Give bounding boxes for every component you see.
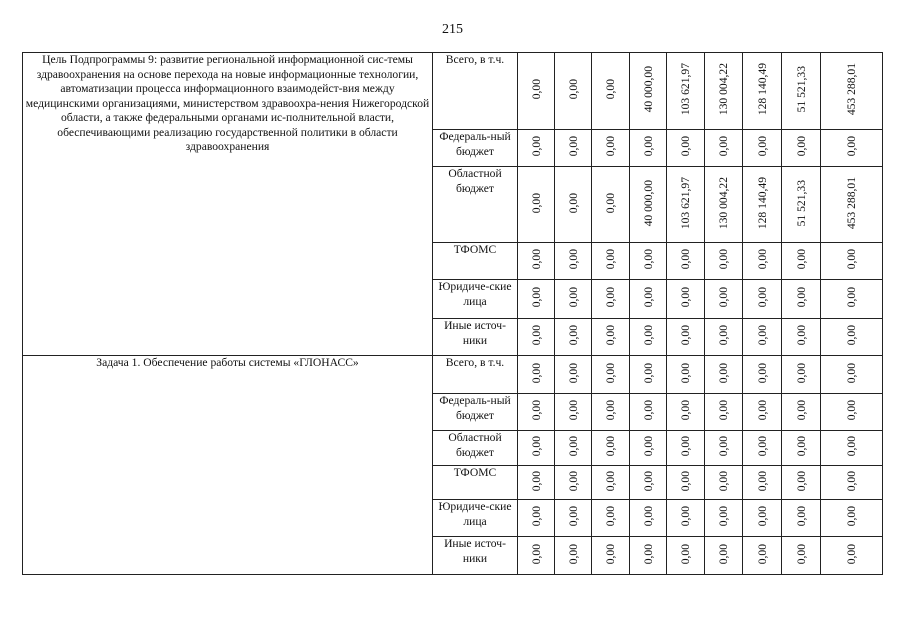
value-text: 0,00 bbox=[529, 192, 543, 214]
value-cell bbox=[555, 537, 592, 575]
value-cell bbox=[743, 394, 782, 431]
value-cell bbox=[821, 243, 883, 280]
value-cell bbox=[518, 243, 555, 280]
table-body bbox=[23, 53, 883, 575]
value-cell bbox=[743, 356, 782, 394]
value-cell bbox=[555, 130, 592, 167]
value-text: 0,00 bbox=[679, 325, 692, 346]
value-cell bbox=[782, 243, 821, 280]
value-text: 130 004,22 bbox=[717, 63, 730, 116]
value-text: 0,00 bbox=[604, 136, 617, 157]
value-text: 0,00 bbox=[604, 436, 617, 457]
value-text: 0,00 bbox=[641, 287, 655, 308]
value-text: 0,00 bbox=[604, 506, 617, 527]
value-text: 0,00 bbox=[529, 79, 543, 100]
value-text: 0,00 bbox=[755, 249, 769, 270]
value-text: 0,00 bbox=[845, 325, 858, 346]
value-cell bbox=[705, 356, 743, 394]
value-text: 0,00 bbox=[717, 136, 730, 157]
page-number: 215 bbox=[442, 22, 463, 37]
funding-source-cell: Всего, в т.ч. bbox=[433, 356, 518, 394]
value-cell bbox=[630, 53, 667, 130]
value-text: 0,00 bbox=[529, 470, 543, 492]
value-cell bbox=[743, 280, 782, 319]
value-text: 0,00 bbox=[794, 400, 808, 421]
value-text: 0,00 bbox=[641, 249, 655, 270]
value-cell bbox=[630, 537, 667, 575]
value-cell bbox=[782, 167, 821, 243]
value-cell bbox=[667, 394, 705, 431]
value-text: 0,00 bbox=[604, 362, 617, 384]
value-text: 0,00 bbox=[566, 470, 580, 492]
value-cell bbox=[782, 466, 821, 500]
value-text: 0,00 bbox=[566, 506, 580, 527]
subprogram-goal-cell: Цель Подпрограммы 9: развитие региональной информационной сис-темы здравоохранения на основе перехода на новые информационные технологии, автоматизации процесса информационного взаимодейст-вия между медицинскими организациями, министерством здравоохра-нения Нижегородской области, а также федеральными органами ис-полнительной власти, обеспечивающими реализацию государственной политики в области здравоохранения bbox=[23, 53, 433, 356]
value-text: 0,00 bbox=[845, 362, 858, 384]
value-cell bbox=[743, 243, 782, 280]
value-cell bbox=[592, 319, 630, 356]
value-text: 0,00 bbox=[794, 325, 808, 346]
value-cell bbox=[782, 500, 821, 537]
value-cell bbox=[782, 280, 821, 319]
value-cell bbox=[518, 53, 555, 130]
value-text: 51 521,33 bbox=[794, 66, 808, 113]
funding-source-cell: Федераль-ный бюджет bbox=[433, 130, 518, 167]
value-text: 0,00 bbox=[566, 400, 580, 421]
value-cell bbox=[592, 130, 630, 167]
value-cell bbox=[667, 500, 705, 537]
value-text: 0,00 bbox=[845, 400, 858, 421]
value-text: 130 004,22 bbox=[717, 176, 730, 230]
value-cell bbox=[518, 500, 555, 537]
value-cell bbox=[518, 130, 555, 167]
value-cell bbox=[555, 500, 592, 537]
value-cell bbox=[518, 394, 555, 431]
value-cell bbox=[518, 537, 555, 575]
value-text: 453 288,01 bbox=[845, 63, 858, 116]
value-cell bbox=[555, 431, 592, 466]
value-text: 0,00 bbox=[717, 470, 730, 492]
value-text: 103 621,97 bbox=[679, 176, 692, 230]
funding-source-cell: ТФОМС bbox=[433, 243, 518, 280]
value-text: 0,00 bbox=[641, 362, 655, 384]
value-cell bbox=[667, 356, 705, 394]
value-text: 0,00 bbox=[755, 470, 769, 492]
value-text: 0,00 bbox=[604, 543, 617, 565]
value-cell bbox=[705, 466, 743, 500]
value-cell bbox=[821, 53, 883, 130]
value-cell bbox=[667, 130, 705, 167]
value-text: 453 288,01 bbox=[845, 176, 858, 230]
value-text: 0,00 bbox=[755, 287, 769, 308]
value-cell bbox=[630, 466, 667, 500]
value-text: 0,00 bbox=[794, 249, 808, 270]
value-text: 0,00 bbox=[755, 325, 769, 346]
value-text: 0,00 bbox=[641, 543, 655, 565]
value-cell bbox=[555, 167, 592, 243]
value-text: 0,00 bbox=[566, 362, 580, 384]
task-description-cell: Задача 1. Обеспечение работы системы «ГЛОНАСС» bbox=[23, 356, 433, 575]
value-text: 0,00 bbox=[755, 362, 769, 384]
value-cell bbox=[592, 500, 630, 537]
value-cell bbox=[667, 319, 705, 356]
value-text: 0,00 bbox=[717, 400, 730, 421]
value-text: 0,00 bbox=[604, 325, 617, 346]
value-text: 0,00 bbox=[845, 436, 858, 457]
value-cell bbox=[821, 537, 883, 575]
value-text: 0,00 bbox=[679, 506, 692, 527]
value-text: 0,00 bbox=[604, 470, 617, 492]
value-text: 0,00 bbox=[717, 325, 730, 346]
value-text: 0,00 bbox=[604, 287, 617, 308]
value-cell bbox=[592, 431, 630, 466]
value-text: 0,00 bbox=[845, 506, 858, 527]
funding-source-cell: Юридиче-ские лица bbox=[433, 280, 518, 319]
value-text: 0,00 bbox=[604, 249, 617, 270]
value-text: 0,00 bbox=[529, 136, 543, 157]
value-text: 0,00 bbox=[717, 436, 730, 457]
funding-source-cell: ТФОМС bbox=[433, 466, 518, 500]
value-cell bbox=[592, 394, 630, 431]
value-text: 0,00 bbox=[604, 79, 617, 100]
value-cell bbox=[592, 466, 630, 500]
value-text: 0,00 bbox=[679, 362, 692, 384]
value-cell bbox=[705, 53, 743, 130]
value-cell bbox=[782, 53, 821, 130]
value-cell bbox=[782, 537, 821, 575]
value-cell bbox=[592, 280, 630, 319]
value-cell bbox=[821, 356, 883, 394]
value-text: 0,00 bbox=[794, 470, 808, 492]
value-text: 0,00 bbox=[566, 136, 580, 157]
value-text: 0,00 bbox=[679, 400, 692, 421]
funding-source-cell: Всего, в т.ч. bbox=[433, 53, 518, 130]
value-cell bbox=[518, 319, 555, 356]
value-text: 0,00 bbox=[794, 136, 808, 157]
value-cell bbox=[705, 319, 743, 356]
value-cell bbox=[630, 394, 667, 431]
value-cell bbox=[743, 537, 782, 575]
value-cell bbox=[705, 167, 743, 243]
value-cell bbox=[555, 243, 592, 280]
value-text: 0,00 bbox=[566, 287, 580, 308]
value-text: 0,00 bbox=[845, 136, 858, 157]
value-cell bbox=[821, 130, 883, 167]
value-cell bbox=[667, 243, 705, 280]
value-text: 128 140,49 bbox=[755, 176, 769, 230]
value-cell bbox=[705, 243, 743, 280]
value-text: 0,00 bbox=[755, 543, 769, 565]
value-cell bbox=[667, 466, 705, 500]
value-text: 0,00 bbox=[566, 325, 580, 346]
value-cell bbox=[782, 356, 821, 394]
value-cell bbox=[630, 356, 667, 394]
funding-source-cell: Иные источ-ники bbox=[433, 319, 518, 356]
value-text: 0,00 bbox=[566, 249, 580, 270]
value-cell bbox=[743, 466, 782, 500]
value-text: 0,00 bbox=[529, 506, 543, 527]
value-cell bbox=[592, 167, 630, 243]
value-cell bbox=[630, 319, 667, 356]
value-cell bbox=[592, 53, 630, 130]
value-text: 0,00 bbox=[604, 192, 617, 214]
value-text: 0,00 bbox=[641, 506, 655, 527]
value-cell bbox=[667, 431, 705, 466]
value-text: 0,00 bbox=[794, 287, 808, 308]
value-text: 0,00 bbox=[529, 543, 543, 565]
value-text: 0,00 bbox=[641, 436, 655, 457]
value-text: 0,00 bbox=[717, 543, 730, 565]
value-cell bbox=[743, 500, 782, 537]
value-cell bbox=[518, 280, 555, 319]
value-text: 0,00 bbox=[529, 249, 543, 270]
value-text: 103 621,97 bbox=[679, 63, 692, 116]
value-text: 0,00 bbox=[755, 400, 769, 421]
value-cell bbox=[555, 280, 592, 319]
value-cell bbox=[518, 167, 555, 243]
value-cell bbox=[821, 167, 883, 243]
value-text: 128 140,49 bbox=[755, 63, 769, 116]
value-cell bbox=[555, 466, 592, 500]
value-cell bbox=[821, 280, 883, 319]
value-cell bbox=[555, 53, 592, 130]
value-text: 0,00 bbox=[679, 249, 692, 270]
value-cell bbox=[821, 500, 883, 537]
value-text: 0,00 bbox=[679, 136, 692, 157]
value-text: 0,00 bbox=[794, 506, 808, 527]
value-cell bbox=[630, 431, 667, 466]
value-text: 51 521,33 bbox=[794, 179, 808, 227]
value-cell bbox=[743, 130, 782, 167]
value-cell bbox=[743, 53, 782, 130]
funding-source-cell: Областной бюджет bbox=[433, 167, 518, 243]
value-text: 0,00 bbox=[845, 470, 858, 492]
value-text: 0,00 bbox=[679, 470, 692, 492]
value-cell bbox=[705, 394, 743, 431]
value-cell bbox=[821, 466, 883, 500]
value-cell bbox=[518, 356, 555, 394]
value-text: 0,00 bbox=[641, 325, 655, 346]
value-cell bbox=[667, 167, 705, 243]
value-cell bbox=[592, 537, 630, 575]
value-cell bbox=[821, 394, 883, 431]
value-text: 0,00 bbox=[717, 506, 730, 527]
value-cell bbox=[630, 167, 667, 243]
value-text: 0,00 bbox=[641, 470, 655, 492]
value-text: 0,00 bbox=[794, 362, 808, 384]
value-text: 0,00 bbox=[755, 436, 769, 457]
value-cell bbox=[667, 280, 705, 319]
funding-source-cell: Федераль-ный бюджет bbox=[433, 394, 518, 431]
value-cell bbox=[518, 431, 555, 466]
value-cell bbox=[630, 130, 667, 167]
value-cell bbox=[630, 500, 667, 537]
value-text: 0,00 bbox=[845, 287, 858, 308]
value-text: 0,00 bbox=[755, 506, 769, 527]
value-cell bbox=[782, 319, 821, 356]
value-text: 0,00 bbox=[529, 400, 543, 421]
value-cell bbox=[782, 130, 821, 167]
value-cell bbox=[592, 243, 630, 280]
value-text: 0,00 bbox=[529, 362, 543, 384]
value-text: 0,00 bbox=[641, 400, 655, 421]
value-cell bbox=[555, 319, 592, 356]
value-cell bbox=[555, 356, 592, 394]
funding-source-cell: Юридиче-ские лица bbox=[433, 500, 518, 537]
value-text: 0,00 bbox=[529, 325, 543, 346]
value-cell bbox=[705, 130, 743, 167]
value-cell bbox=[630, 243, 667, 280]
value-text: 0,00 bbox=[566, 436, 580, 457]
value-cell bbox=[705, 500, 743, 537]
value-cell bbox=[821, 431, 883, 466]
value-text: 0,00 bbox=[529, 287, 543, 308]
funding-source-cell: Иные источ-ники bbox=[433, 537, 518, 575]
value-text: 0,00 bbox=[566, 192, 580, 214]
value-cell bbox=[821, 319, 883, 356]
funding-table bbox=[22, 52, 883, 575]
value-text: 0,00 bbox=[845, 249, 858, 270]
value-cell bbox=[555, 394, 592, 431]
value-text: 0,00 bbox=[794, 436, 808, 457]
value-cell bbox=[743, 167, 782, 243]
value-cell bbox=[630, 280, 667, 319]
value-text: 0,00 bbox=[641, 136, 655, 157]
value-cell bbox=[592, 356, 630, 394]
value-text: 40 000,00 bbox=[641, 179, 655, 227]
value-cell bbox=[743, 319, 782, 356]
value-text: 0,00 bbox=[566, 543, 580, 565]
value-cell bbox=[667, 53, 705, 130]
value-text: 0,00 bbox=[794, 543, 808, 565]
value-cell bbox=[667, 537, 705, 575]
value-text: 0,00 bbox=[755, 136, 769, 157]
value-text: 0,00 bbox=[529, 436, 543, 457]
value-cell bbox=[782, 394, 821, 431]
value-text: 40 000,00 bbox=[641, 66, 655, 113]
value-cell bbox=[705, 280, 743, 319]
value-text: 0,00 bbox=[679, 287, 692, 308]
value-text: 0,00 bbox=[679, 436, 692, 457]
value-text: 0,00 bbox=[845, 543, 858, 565]
table-row bbox=[23, 356, 883, 394]
value-cell bbox=[705, 431, 743, 466]
value-cell bbox=[743, 431, 782, 466]
value-text: 0,00 bbox=[566, 79, 580, 100]
funding-source-cell: Областной бюджет bbox=[433, 431, 518, 466]
value-cell bbox=[518, 466, 555, 500]
table-row bbox=[23, 53, 883, 130]
value-text: 0,00 bbox=[717, 287, 730, 308]
value-text: 0,00 bbox=[604, 400, 617, 421]
value-text: 0,00 bbox=[717, 362, 730, 384]
value-text: 0,00 bbox=[679, 543, 692, 565]
value-cell bbox=[782, 431, 821, 466]
value-text: 0,00 bbox=[717, 249, 730, 270]
value-cell bbox=[705, 537, 743, 575]
